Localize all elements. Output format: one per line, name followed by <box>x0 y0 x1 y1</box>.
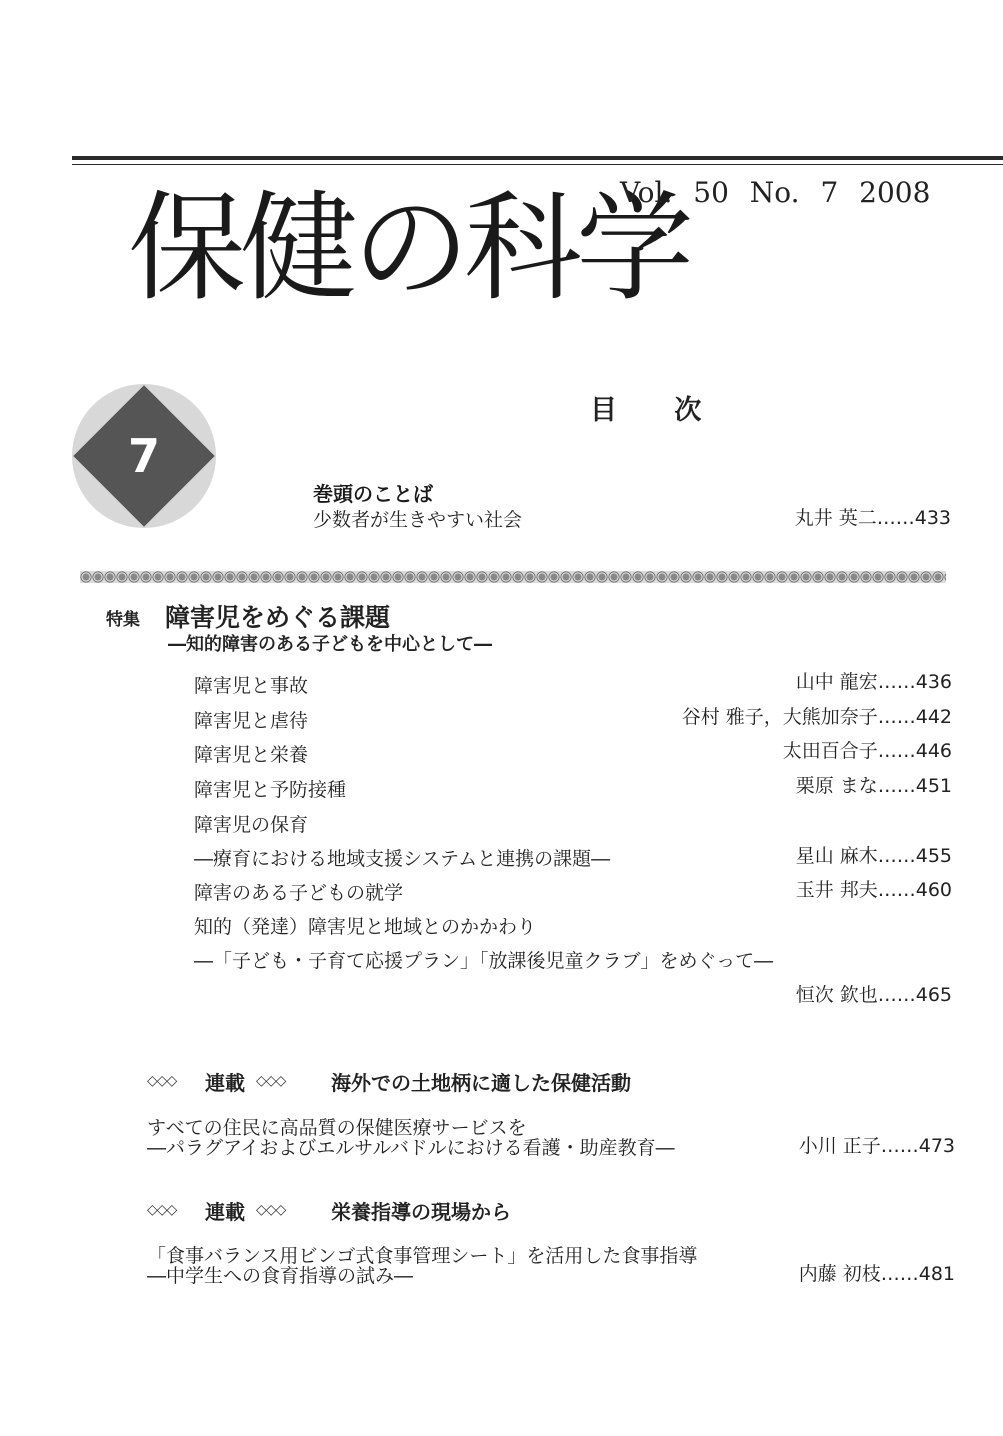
serial-author-page: 内藤 初枝……481 <box>798 1263 955 1285</box>
serial-title: 海外での土地柄に適した保健活動 <box>331 1071 631 1095</box>
toc-item-title: 障害児と虐待 <box>194 710 309 732</box>
toc-item-title: 知的（発達）障害児と地域とのかかわり <box>194 916 537 938</box>
toc-item-title: 障害児と予防接種 <box>194 779 347 801</box>
serial-article-title: 「食事バランス用ビンゴ式食事管理シート」を活用した食事指導 <box>147 1245 698 1267</box>
serial-title: 栄養指導の現場から <box>331 1200 511 1224</box>
serial-article-subtitle: ―パラグアイおよびエルサルバドルにおける看護・助産教育― <box>147 1137 675 1159</box>
opening-section-title: 巻頭のことば <box>313 482 433 506</box>
serial-label: 連載 <box>205 1071 245 1095</box>
serial-ornament-right: ◇◇◇ <box>256 1202 286 1218</box>
issue-badge-number: 7 <box>127 429 160 483</box>
toc-heading: 目 次 <box>590 395 726 426</box>
serial-ornament-left: ◇◇◇ <box>147 1202 177 1218</box>
serial-article-subtitle: ―中学生への食育指導の試み― <box>147 1265 414 1287</box>
toc-item-author-page: 恒次 欽也……465 <box>795 984 952 1006</box>
toc-item-title: 障害のある子どもの就学 <box>194 882 404 904</box>
toc-item-subtitle: ―「子ども・子育て応援プラン」「放課後児童クラブ」をめぐって― <box>194 950 774 972</box>
toc-item-title: 障害児と事故 <box>194 675 309 697</box>
feature-subtitle: ―知的障害のある子どもを中心として― <box>168 634 492 655</box>
feature-title: 障害児をめぐる課題 <box>165 603 391 632</box>
toc-item-author-page: 谷村 雅子，大熊加奈子……442 <box>681 706 952 728</box>
issue-info: Vol. 50 No. 7 2008 <box>620 176 931 209</box>
serial-ornament-left: ◇◇◇ <box>147 1073 177 1089</box>
serial-author-page: 小川 正子……473 <box>798 1135 955 1157</box>
toc-item-author-page: 栗原 まな……451 <box>795 775 952 797</box>
opening-article-title: 少数者が生きやすい社会 <box>313 509 523 531</box>
toc-item-subtitle: ―療育における地域支援システムと連携の課題― <box>194 848 611 870</box>
toc-item-author-page: 星山 麻木……455 <box>795 845 952 867</box>
header-rule-thick <box>72 156 1003 160</box>
opening-author-page: 丸井 英二……433 <box>794 507 951 529</box>
header-rule-thin <box>72 164 1003 165</box>
toc-item-title: 障害児と栄養 <box>194 744 309 766</box>
serial-article-title: すべての住民に高品質の保健医療サービスを <box>147 1117 527 1139</box>
toc-item-author-page: 山中 龍宏……436 <box>795 671 952 693</box>
serial-ornament-right: ◇◇◇ <box>256 1073 286 1089</box>
feature-label: 特集 <box>106 610 140 630</box>
dotted-divider <box>80 571 946 583</box>
serial-label: 連載 <box>205 1200 245 1224</box>
toc-item-author-page: 太田百合子……446 <box>782 740 952 762</box>
toc-item-title: 障害児の保育 <box>194 814 309 836</box>
magazine-title: 保健の科学 <box>128 179 689 317</box>
toc-item-author-page: 玉井 邦夫……460 <box>795 879 952 901</box>
